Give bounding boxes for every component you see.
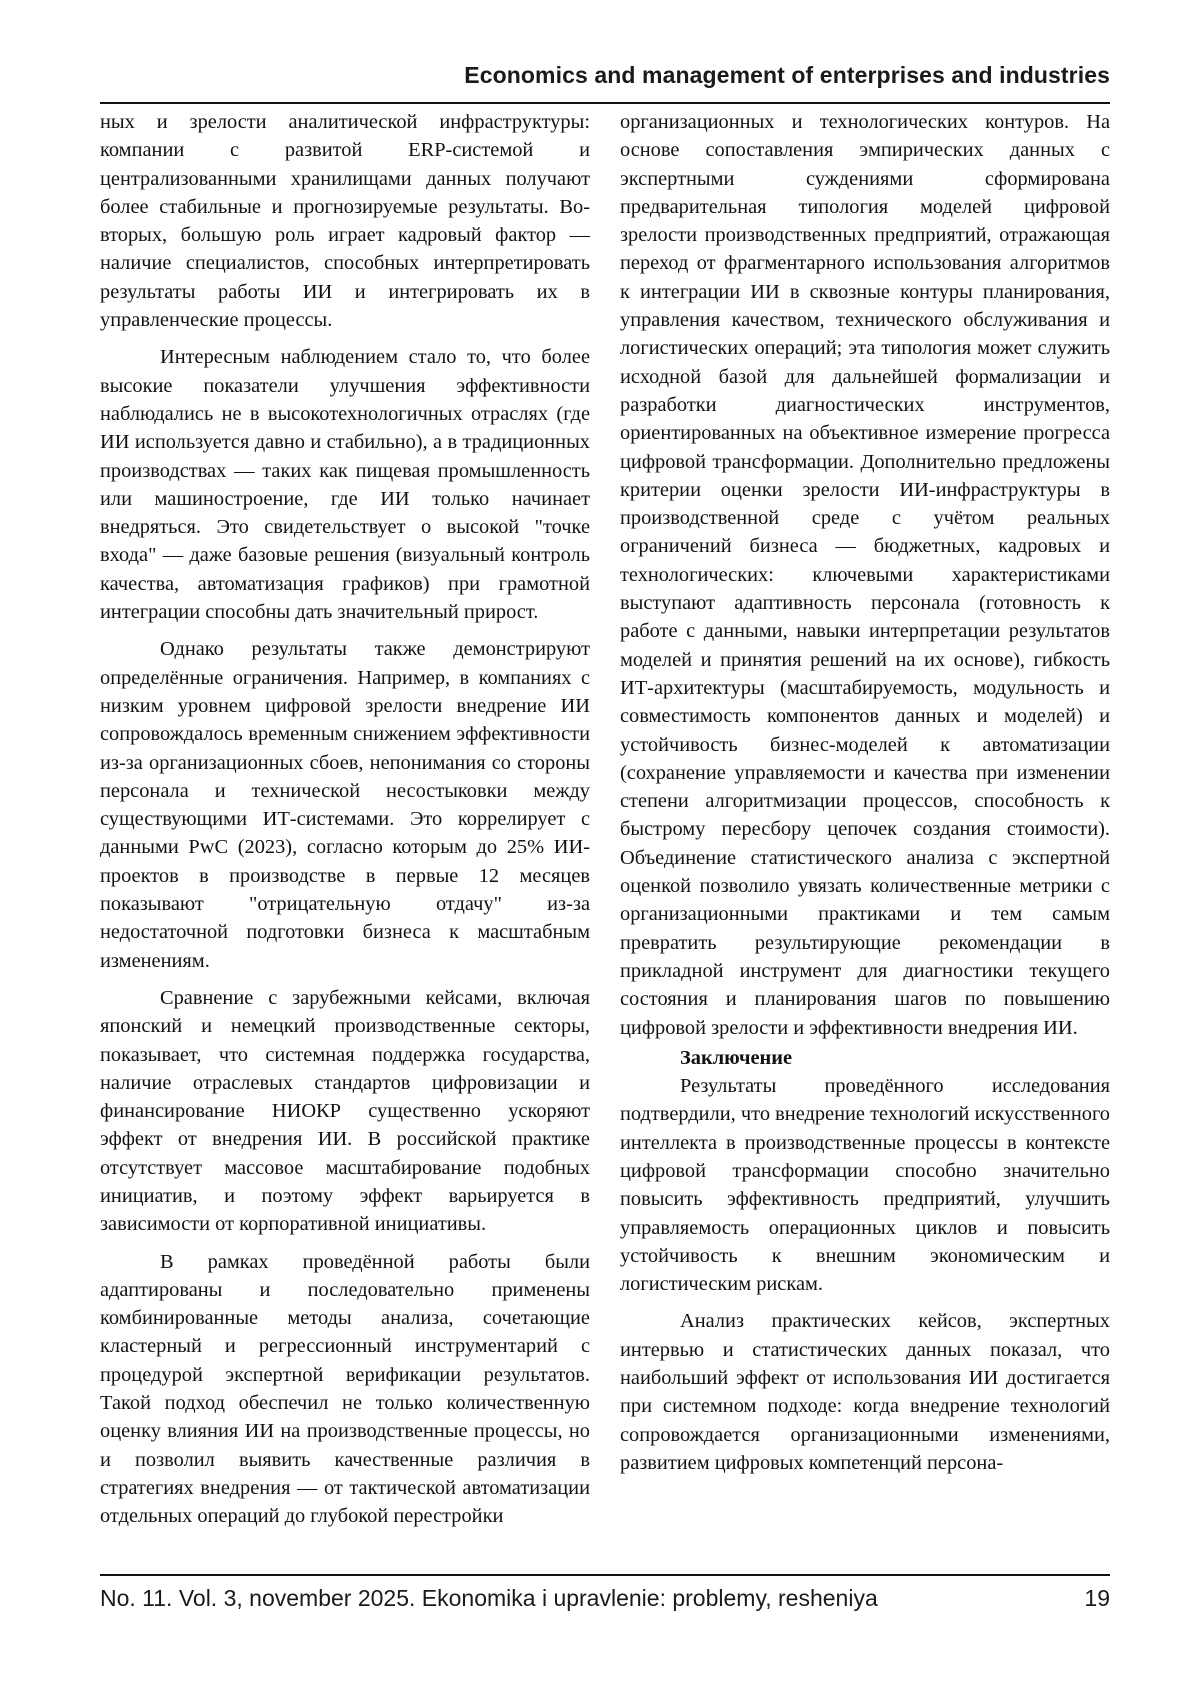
paragraph: ных и зрелости аналитической инфраструктуры: компании с развитой ERP-системой и централизованными хранилищами данных получают более стабильные и прогнозируемые результаты. Во-вторых, большую роль играет кадровый фактор — наличие специалистов, способных интерпретировать результаты работы ИИ и интегрировать их в управленческие процессы. <box>100 111 590 332</box>
paragraph: Интересным наблюдением стало то, что более высокие показатели улучшения эффективности наблюдались не в высокотехнологичных отраслях (где ИИ используется давно и стабильно), а в традиционных производствах — таких как пищевая промышленность или машиностроение, где ИИ только начинает внедряться. Это свидетельствует о высокой "точке входа" — даже базовые решения (визуальный контроль качества, автоматизация графиков) при грамотной интеграции способны дать значительный прирост. <box>100 346 590 624</box>
header-rule <box>100 102 1110 104</box>
paragraph: организационных и технологических контуров. На основе сопоставления эмпирических данных с экспертными суждениями сформирована предварительная типология моделей цифровой зрелости производственных предприятий, отражающая переход от фрагментарного использования алгоритмов к интеграции ИИ в сквозные контуры планирования, управления качеством, технического обслуживания и логистических операций; эта типология может служить исходной базой для дальнейшей формализации и разработки диагностических инструментов, ориентированных на объективное измерение прогресса цифровой трансформации. Дополнительно предложены критерии оценки зрелости ИИ-инфраструктуры в производственной среде с учётом реальных ограничений бизнеса — бюджетных, кадровых и технологических: ключевыми характеристиками выступают адаптивность персонала (готовность к работе с данными, навыки интерпретации результатов моделей и принятия решений на их основе), гибкость ИТ-архитектуры (масштабируемость, модульность и совместимость компонентов данных и моделей) и устойчивость бизнес-моделей к автоматизации (сохранение управляемости и качества при изменении степени алгоритмизации процессов, способность к быстрому пересбору цепочек создания стоимости). Объединение статистического анализа с экспертной оценкой позволило увязать количественные метрики с организационными практиками и тем самым превратить результирующие рекомендации в прикладной инструмент для диагностики текущего состояния и планирования шагов по повышению цифровой зрелости и эффективности внедрения ИИ. <box>620 111 1110 1039</box>
right-column <box>620 108 1110 1477</box>
section-heading-conclusion: Заключение <box>680 1046 793 1069</box>
paragraph: Сравнение с зарубежными кейсами, включая японский и немецкий производственные секторы, показывает, что системная поддержка государства, наличие отраслевых стандартов цифровизации и финансирование НИОКР существенно ускоряют эффект от внедрения ИИ. В российской практике отсутствует массовое масштабирование подобных инициатив, и поэтому эффект варьируется в зависимости от корпоративной инициативы. <box>100 986 590 1236</box>
paragraph: Результаты проведённого исследования подтвердили, что внедрение технологий искусственного интеллекта в производственные процессы в контексте цифровой трансформации способно значительно повысить эффективность предприятий, улучшить управляемость операционных циклов и повысить устойчивость к внешним экономическим и логистическим рискам. <box>620 1075 1110 1296</box>
paragraph: Анализ практических кейсов, экспертных интервью и статистических данных показал, что наибольший эффект от использования ИИ достигается при системном подходе: когда внедрение технологий сопровождается организационными изменениями, развитием цифровых компетенций персона- <box>620 1310 1110 1474</box>
footer-citation: No. 11. Vol. 3, november 2025. Ekonomika i upravlenie: problemy, resheniya <box>100 1585 878 1611</box>
left-column <box>100 108 590 1531</box>
paragraph: Однако результаты также демонстрируют определённые ограничения. Например, в компаниях с низким уровнем цифровой зрелости внедрение ИИ сопровождалось временным снижением эффективности из-за организационных сбоев, непонимания со стороны персонала и технической несостыковки между существующими ИТ-системами. Это коррелирует с данными PwC (2023), согласно которым до 25% ИИ-проектов в производстве в первые 12 месяцев показывают "отрицательную отдачу" из-за недостаточной подготовки бизнеса к масштабным изменениям. <box>100 638 590 972</box>
running-header: Economics and management of enterprises and industries <box>464 62 1110 88</box>
paragraph: В рамках проведённой работы были адаптированы и последовательно применены комбинированные методы анализа, сочетающие кластерный и регрессионный инструментарий с процедурой экспертной верификации результатов. Такой подход обеспечил не только количественную оценку влияния ИИ на производственные процессы, но и позволил выявить качественные различия в стратегиях внедрения — от тактической автоматизации отдельных операций до глубокой перестройки <box>100 1250 590 1528</box>
page-number: 19 <box>1084 1585 1110 1611</box>
footer-rule <box>100 1574 1110 1576</box>
